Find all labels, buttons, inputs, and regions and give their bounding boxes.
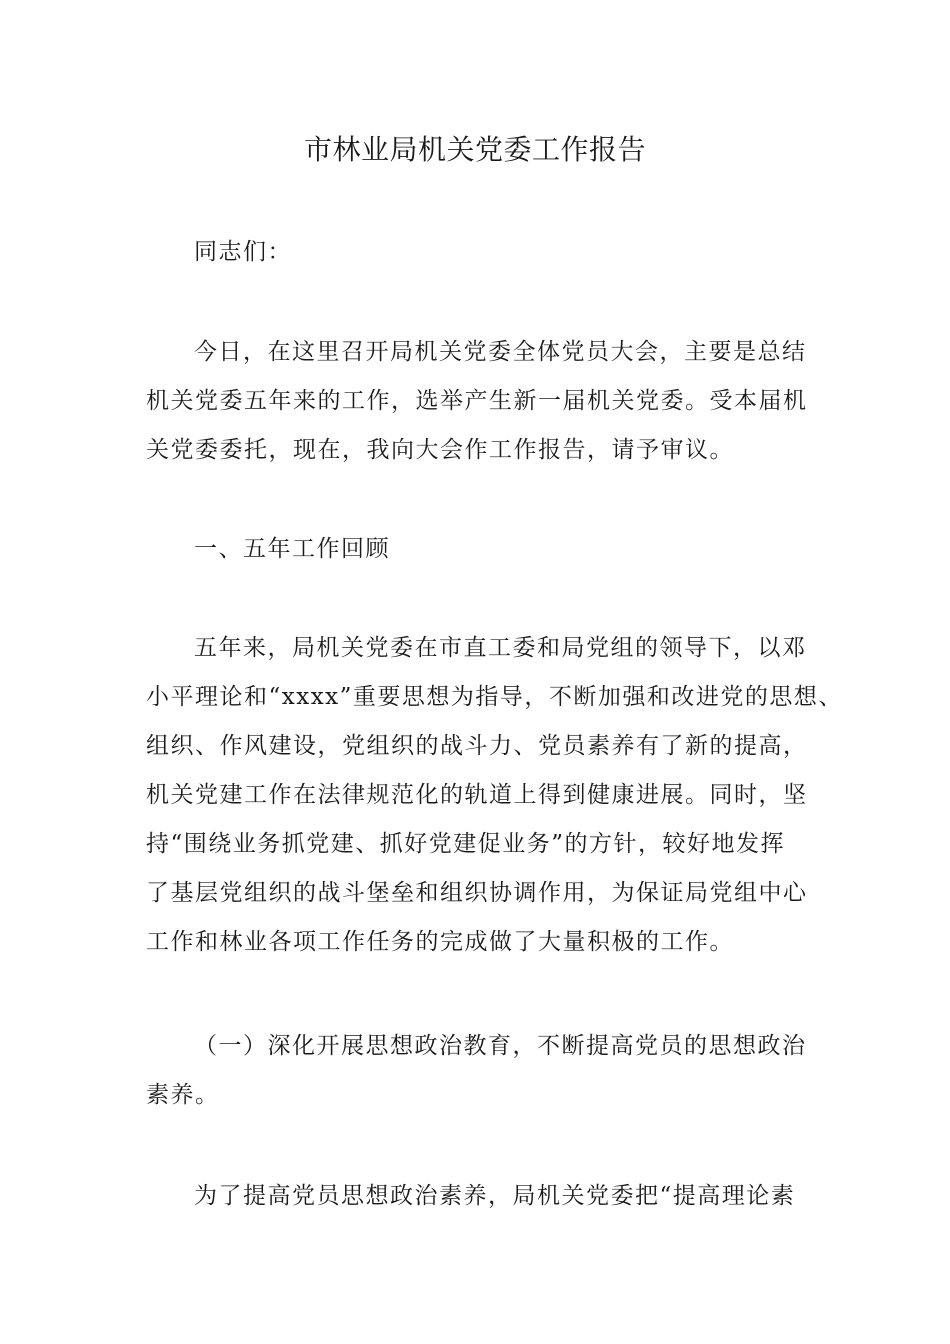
- section-heading: [146, 525, 806, 574]
- paragraph-line: 关党委委托，现在，我向大会作工作报告，请予审议。: [146, 437, 734, 463]
- review-paragraph: [146, 624, 843, 967]
- document-title: 市林业局机关党委工作报告: [303, 133, 646, 166]
- paragraph-line: 素养。: [146, 1082, 220, 1108]
- paragraph-line: 持“围绕业务抓党建、抓好党建促业务”的方针，较好地发挥: [146, 831, 786, 857]
- paragraph-line: 机关党建工作在法律规范化的轨道上得到健康进展。同时，坚: [146, 782, 808, 808]
- paragraph-line: 五年来，局机关党委在市直工委和局党组的领导下，以邓: [194, 635, 807, 661]
- section-heading-text: 一、五年工作回顾: [194, 536, 390, 562]
- salutation: [146, 228, 806, 277]
- salutation-text: 同志们：: [194, 239, 292, 265]
- paragraph-line: 为了提高党员思想政治素养，局机关党委把“提高理论素: [194, 1183, 796, 1209]
- subsection-heading: [146, 1022, 806, 1120]
- paragraph-line: 了基层党组织的战斗堡垒和组织协调作用，为保证局党组中心: [146, 880, 808, 906]
- intro-paragraph: [146, 328, 806, 475]
- paragraph-line: 小平理论和“xxxx”重要思想为指导，不断加强和改进党的思想、: [146, 684, 843, 710]
- paragraph-line: 组织、作风建设，党组织的战斗力、党员素养有了新的提高，: [146, 733, 808, 759]
- paragraph-line: 今日，在这里召开局机关党委全体党员大会，主要是总结: [194, 339, 807, 365]
- paragraph-line: 机关党委五年来的工作，选举产生新一届机关党委。受本届机: [146, 388, 808, 414]
- paragraph-line: 工作和林业各项工作任务的完成做了大量积极的工作。: [146, 929, 734, 955]
- paragraph-line: （一）深化开展思想政治教育，不断提高党员的思想政治: [194, 1033, 807, 1059]
- body-paragraph: [146, 1172, 806, 1221]
